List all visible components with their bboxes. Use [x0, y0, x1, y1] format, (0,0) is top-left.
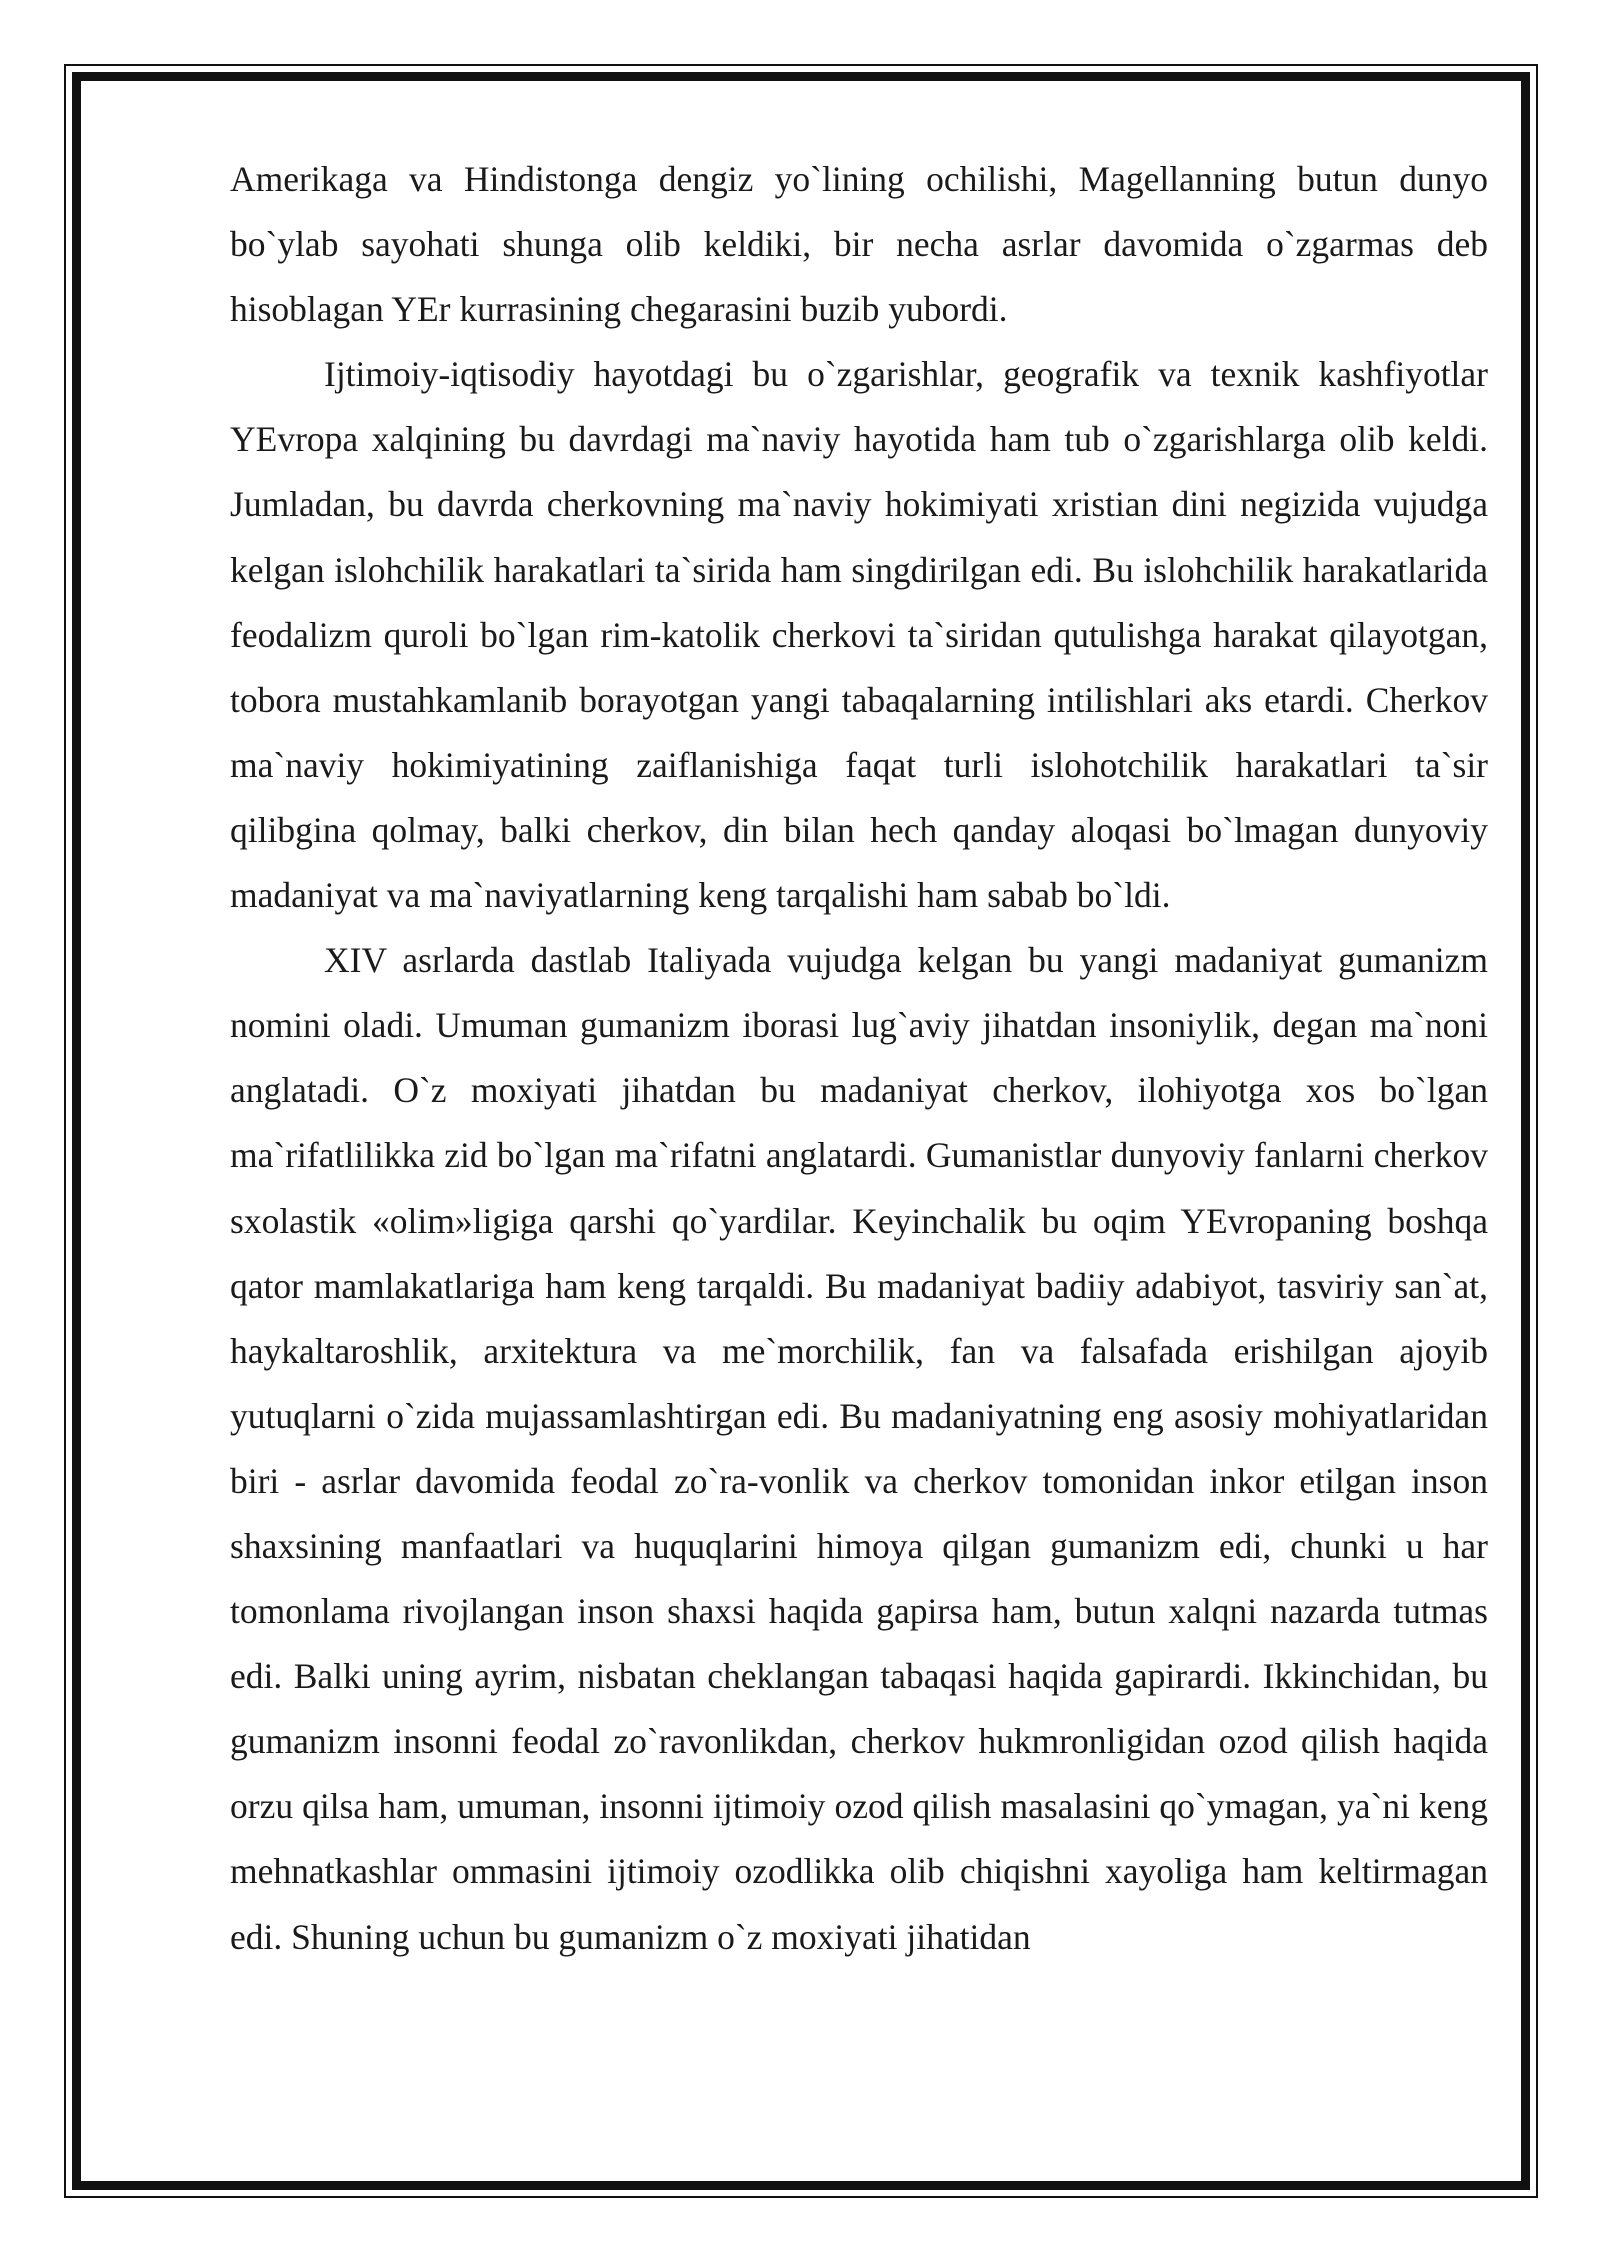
document-body — [230, 147, 1488, 1970]
paragraph: Ijtimoiy-iqtisodiy hayotdagi bu o`zgarishlar, geografik va texnik kashfiyotlar YEvropa xalqining bu davrdagi ma`naviy hayotida ham tub o`zgarishlarga olib keldi. Jumladan, bu davrda cherkovning ma`naviy hokimiyati xristian dini negizida vujudga kelgan islohchilik harakatlari ta`sirida ham singdirilgan edi. Bu islohchilik harakatlarida feodalizm quroli bo`lgan rim-katolik cherkovi ta`siridan qutulishga harakat qilayotgan, tobora mustahkamlanib borayotgan yangi tabaqalarning intilishlari aks etardi. Cherkov ma`naviy hokimiyatining zaiflanishiga faqat turli islohotchilik harakatlari ta`sir qilibgina qolmay, balki cherkov, din bilan hech qanday aloqasi bo`lmagan dunyoviy madaniyat va ma`naviyatlarning keng tarqalishi ham sabab bo`ldi. — [230, 354, 1488, 916]
paragraph: XIV asrlarda dastlab Italiyada vujudga kelgan bu yangi madaniyat gumanizm nomini oladi. Umuman gumanizm iborasi lug`aviy jihatdan insoniylik, degan ma`noni anglatadi. O`z moxiyati jihatdan bu madaniyat cherkov, ilohiyotga xos bo`lgan ma`rifatlilikka zid bo`lgan ma`rifatni anglatardi. Gumanistlar dunyoviy fanlarni cherkov sxolastik «olim»ligiga qarshi qo`yardilar. Keyinchalik bu oqim YEvropaning boshqa qator mamlakatlariga ham keng tarqaldi. Bu madaniyat badiiy adabiyot, tasviriy san`at, haykaltaroshlik, arxitektura va me`morchilik, fan va falsafada erishilgan ajoyib yutuqlarni o`zida mujassamlashtirgan edi. Bu madaniyatning eng asosiy mohiyatlaridan biri - asrlar davomida feodal zo`ra-vonlik va cherkov tomonidan inkor etilgan inson shaxsining manfaatlari va huquqlarini himoya qilgan gumanizm edi, chunki u har tomonlama rivojlangan inson shaxsi haqida gapirsa ham, butun xalqni nazarda tutmas edi. Balki uning ayrim, nisbatan cheklangan tabaqasi haqida gapirardi. Ikkinchidan, bu gumanizm insonni feodal zo`ravonlikdan, cherkov hukmronligidan ozod qilish haqida orzu qilsa ham, umuman, insonni ijtimoiy ozod qilish masalasini qo`ymagan, ya`ni keng mehnatkashlar ommasini ijtimoiy ozodlikka olib chiqishni xayoliga ham keltirmagan edi. Shuning uchun bu gumanizm o`z moxiyati jihatidan — [230, 940, 1488, 1957]
paragraph-continuation: Amerikaga va Hindistonga dengiz yo`lining ochilishi, Magellanning butun dunyo bo`ylab sayohati shunga olib keldiki, bir necha asrlar davomida o`zgarmas deb hisoblagan YEr kurrasining chegarasini buzib yubordi. — [230, 159, 1488, 330]
